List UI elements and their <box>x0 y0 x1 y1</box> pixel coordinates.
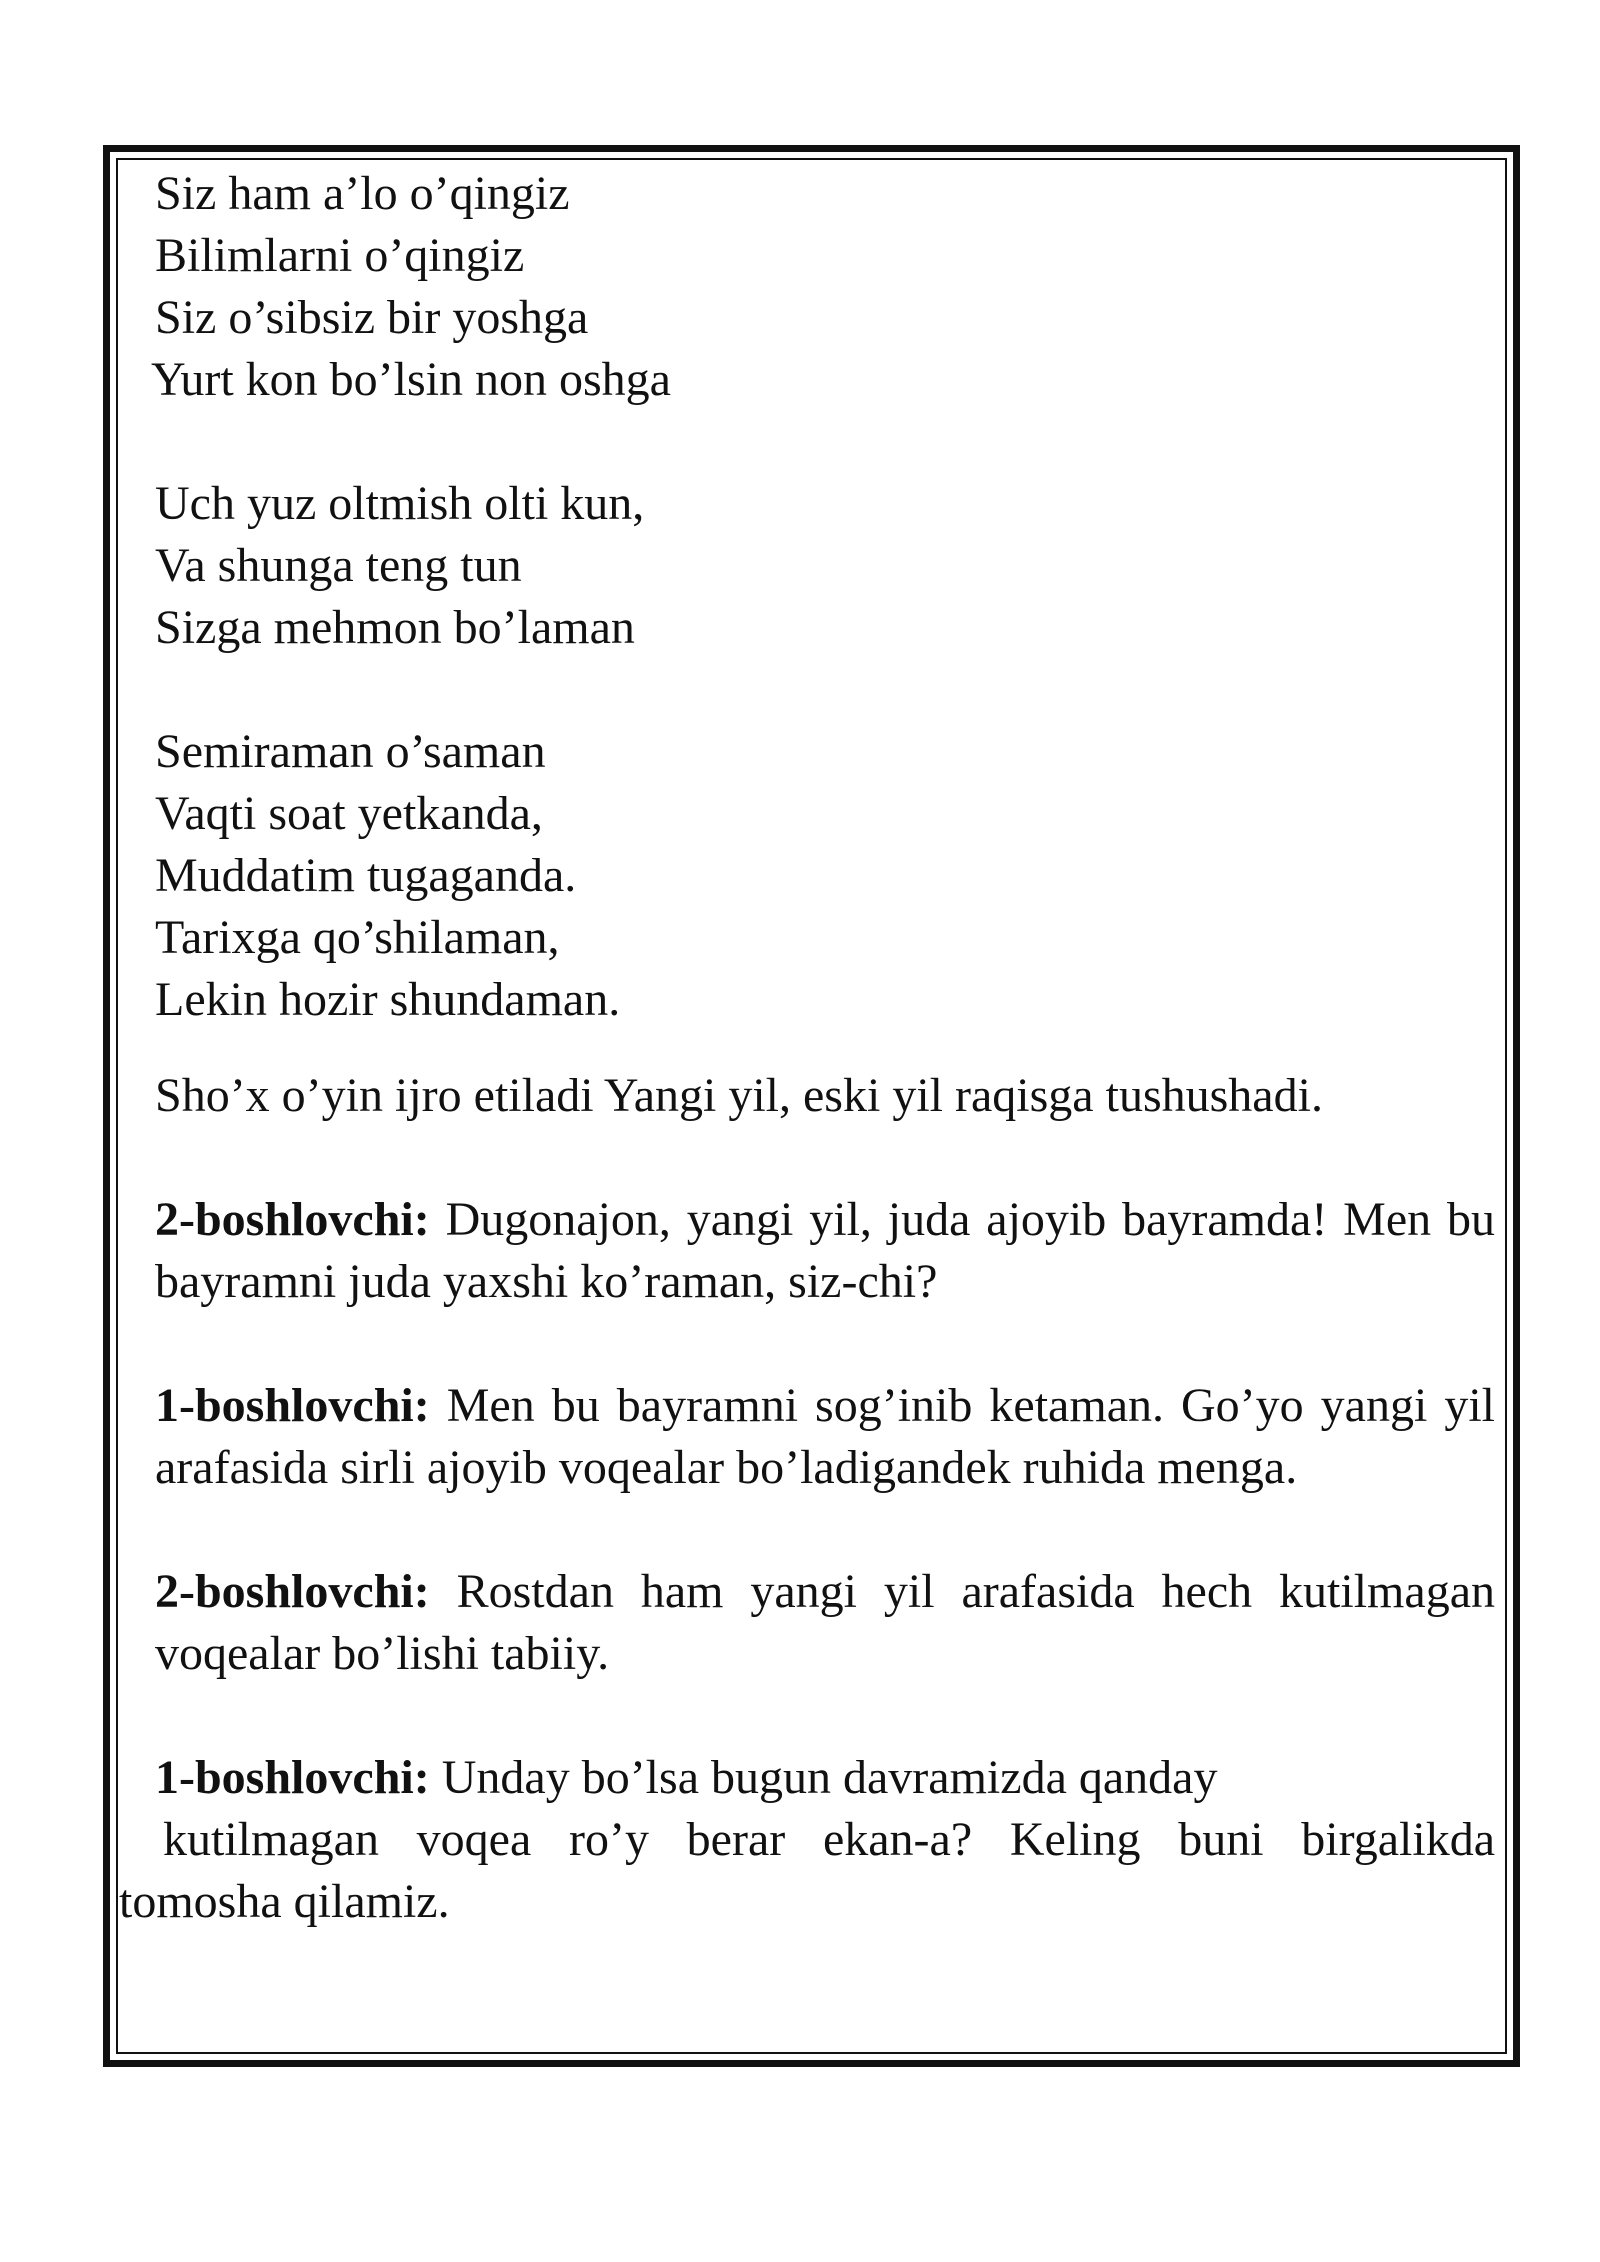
poem-line: Va shunga teng tun <box>155 539 522 592</box>
speaker-label: 2-boshlovchi: <box>155 1565 430 1618</box>
poem-line: Siz o’sibsiz bir yoshga <box>155 291 589 344</box>
poem-line: Siz ham a’lo o’qingiz <box>155 167 570 220</box>
speaker-label: 1-boshlovchi: <box>155 1379 430 1432</box>
poem-line: Vaqti soat yetkanda, <box>155 787 543 840</box>
dialogue-text: Unday bo’lsa bugun davramizda qanday <box>441 1751 1218 1804</box>
dialogue-line: tomosha qilamiz. <box>119 1875 450 1928</box>
dialogue-entry <box>155 1561 1495 1685</box>
dialogue-entry <box>155 1189 1495 1313</box>
dialogue-text: Dugonajon, yangi yil, juda ajoyib bayramda! Men bu bayramni juda yaxshi ko’raman, siz-chi? <box>155 1193 1496 1308</box>
document-body <box>119 163 1496 1933</box>
poem-stanza-1 <box>151 163 1495 411</box>
poem-line: Semiraman o’saman <box>155 725 546 778</box>
dialogue-line <box>155 1747 1495 1809</box>
dialogue-text: Rostdan ham yangi yil arafasida hech kutilmagan voqealar bo’lishi tabiiy. <box>155 1565 1495 1680</box>
poem-stanza-3 <box>155 721 1495 1031</box>
poem-line: Muddatim tugaganda. <box>155 849 577 902</box>
poem-line: Bilimlarni o’qingiz <box>155 229 525 282</box>
poem-stanza-2 <box>155 473 1495 659</box>
dialogue-entry <box>119 1747 1495 1933</box>
dialogue-entry <box>155 1375 1495 1499</box>
poem-line: Uch yuz oltmish olti kun, <box>155 477 645 530</box>
poem-line: Tarixga qo’shilaman, <box>155 911 560 964</box>
poem-line: Sizga mehmon bo’laman <box>155 601 635 654</box>
speaker-label: 1-boshlovchi: <box>155 1751 430 1804</box>
speaker-label: 2-boshlovchi: <box>155 1193 430 1246</box>
poem-line: Yurt kon bo’lsin non oshga <box>151 353 671 406</box>
stage-direction: Sho’x o’yin ijro etiladi Yangi yil, eski yil raqisga tushushadi. <box>155 1069 1323 1122</box>
dialogue-line: kutilmagan voqea ro’y berar ekan-a? Keling buni birgalikda <box>163 1813 1495 1866</box>
dialogue-text: Men bu bayramni sog’inib ketaman. Go’yo yangi yil arafasida sirli ajoyib voqealar bo’ladigandek ruhida menga. <box>155 1379 1496 1494</box>
poem-line: Lekin hozir shundaman. <box>155 973 621 1026</box>
